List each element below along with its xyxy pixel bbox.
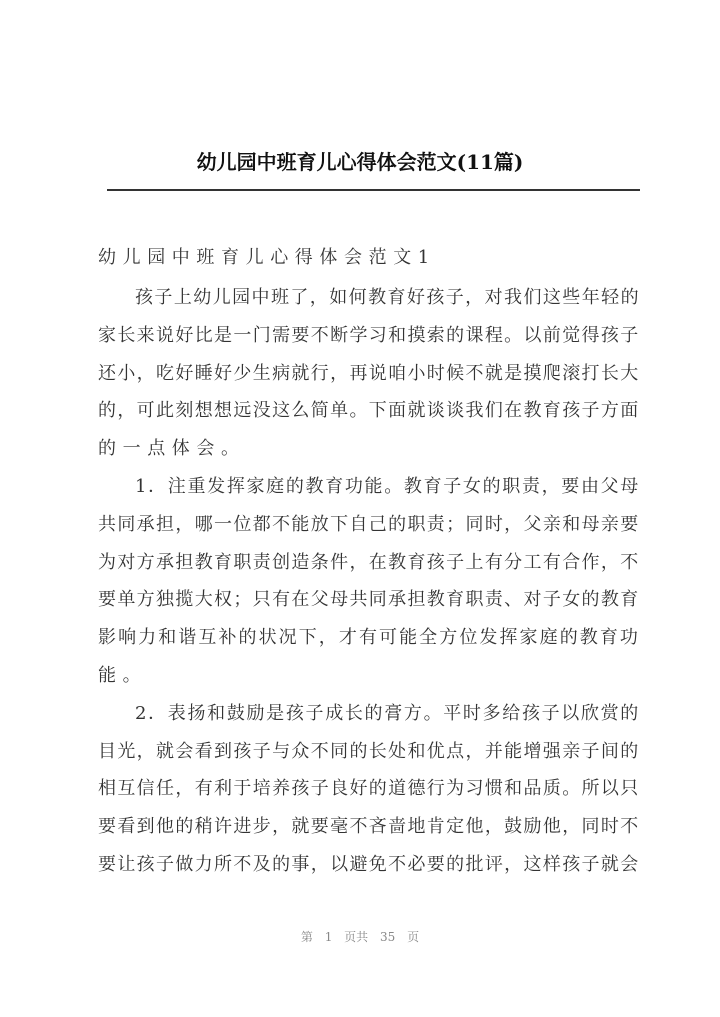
- paragraph-line: 的，可此刻想想远没这么简单。下面就谈谈我们在教育孩子方面: [98, 400, 640, 422]
- paragraph-line: 共同承担，哪一位都不能放下自己的职责；同时，父亲和母亲要: [98, 513, 640, 535]
- paragraph-line: 要看到他的稍许进步，就要毫不吝啬地肯定他，鼓励他，同时不: [98, 816, 640, 838]
- paragraph-line: 家长来说好比是一门需要不断学习和摸索的课程。以前觉得孩子: [98, 324, 640, 346]
- paragraph-line: 相互信任，有利于培养孩子良好的道德行为习惯和品质。所以只: [98, 778, 640, 800]
- paragraph-line: 要单方独揽大权；只有在父母共同承担教育职责、对子女的教育: [98, 589, 640, 611]
- paragraph-line: 要让孩子做力所不及的事，以避免不必要的批评，这样孩子就会: [98, 854, 640, 875]
- paragraph-line: 为对方承担教育职责创造条件，在教育孩子上有分工有合作，不: [98, 551, 640, 573]
- paragraph-line: 还小，吃好睡好少生病就行，再说咱小时候不就是摸爬滚打长大: [98, 362, 640, 384]
- paragraph-line: 孩子上幼儿园中班了，如何教育好孩子，对我们这些年轻的: [135, 287, 640, 308]
- document-title: 幼儿园中班育儿心得体会范文(11篇): [196, 150, 524, 174]
- paragraph-line: 的一点体会。: [98, 438, 246, 460]
- paragraph-line: 能。: [98, 665, 148, 686]
- paragraph-line: 影响力和谐互补的状况下，才有可能全方位发挥家庭的教育功: [98, 627, 640, 649]
- title-divider: [107, 189, 640, 191]
- paragraph-line: 1．注重发挥家庭的教育功能。教育子女的职责，要由父母: [135, 476, 640, 497]
- paragraph-line: 2．表扬和鼓励是孩子成长的膏方。平时多给孩子以欣赏的: [135, 702, 640, 724]
- page-footer: 第 1 页共 35 页: [300, 930, 420, 944]
- section-heading: 幼儿园中班育儿心得体会范文1: [98, 247, 436, 268]
- paragraph-line: 目光，就会看到孩子与众不同的长处和优点，并能增强亲子间的: [98, 740, 640, 762]
